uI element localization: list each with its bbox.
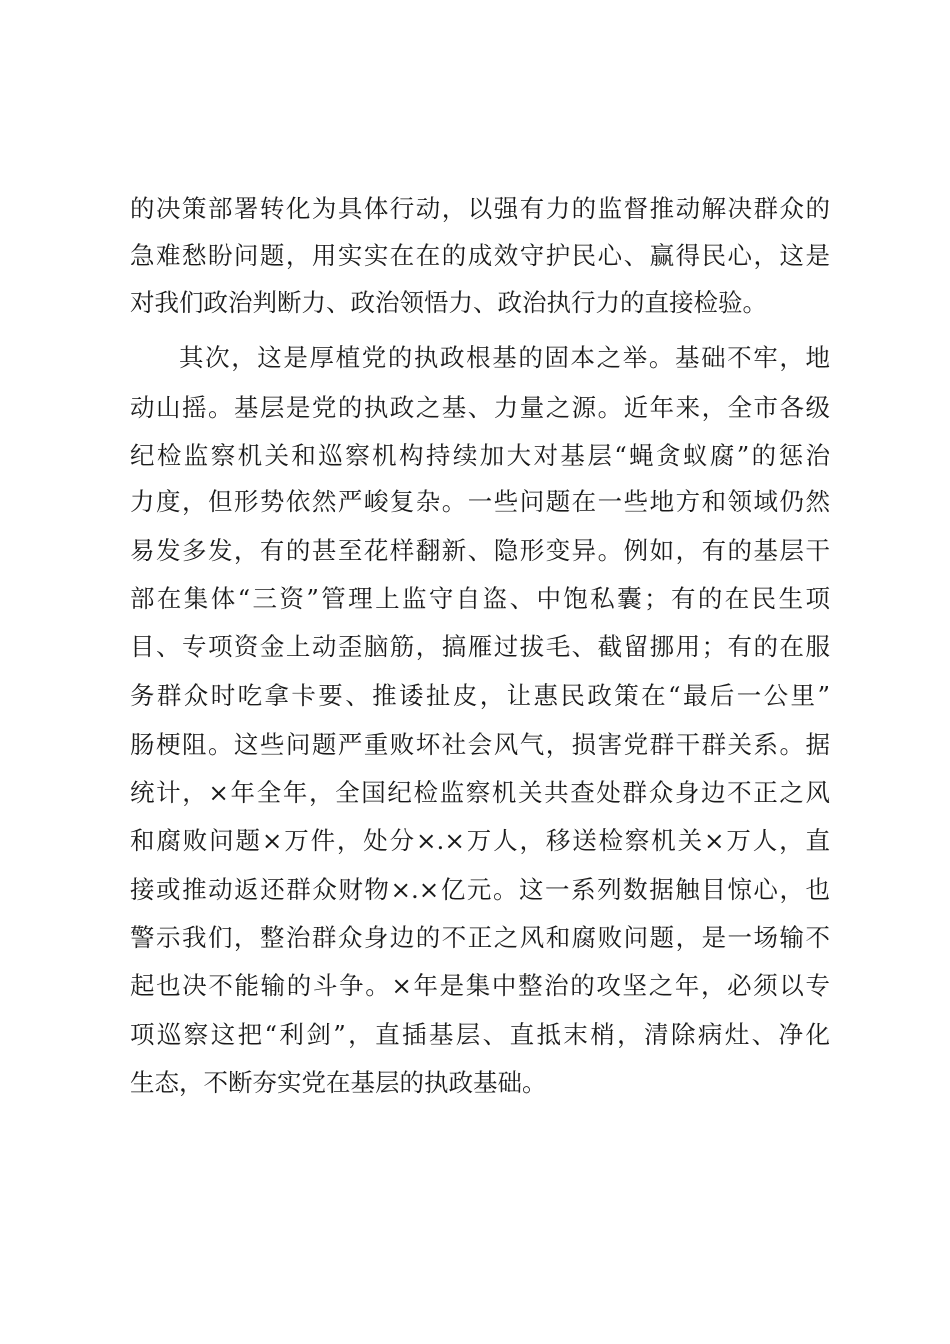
text-line: 和腐败问题×万件，处分×.×万人，移送检察机关×万人，直 bbox=[130, 826, 830, 855]
text-line: 动山摇。基层是党的执政之基、力量之源。近年来，全市各级 bbox=[130, 393, 830, 422]
text-line: 纪检监察机关和巡察机构持续加大对基层“蝇贪蚁腐”的惩治 bbox=[130, 441, 830, 470]
text-line: 对我们政治判断力、政治领悟力、政治执行力的直接检验。 bbox=[130, 288, 767, 317]
text-line: 其次，这是厚植党的执政根基的固本之举。基础不牢，地 bbox=[179, 343, 830, 372]
text-line: 部在集体“三资”管理上监守自盗、中饱私囊；有的在民生项 bbox=[130, 584, 830, 613]
text-line: 肠梗阻。这些问题严重败坏社会风气，损害党群干群关系。据 bbox=[130, 730, 830, 759]
text-line: 的决策部署转化为具体行动，以强有力的监督推动解决群众的 bbox=[130, 194, 830, 223]
text-line: 目、专项资金上动歪脑筋，搞雁过拔毛、截留挪用；有的在服 bbox=[130, 632, 830, 661]
text-line: 急难愁盼问题，用实实在在的成效守护民心、赢得民心，这是 bbox=[130, 241, 830, 270]
text-line: 接或推动返还群众财物×.×亿元。这一系列数据触目惊心，也 bbox=[130, 875, 830, 904]
text-line: 警示我们，整治群众身边的不正之风和腐败问题，是一场输不 bbox=[130, 923, 830, 952]
text-line: 生态，不断夯实党在基层的执政基础。 bbox=[130, 1068, 547, 1097]
text-line: 易发多发，有的甚至花样翻新、隐形变异。例如，有的基层干 bbox=[130, 536, 830, 565]
text-line: 力度，但形势依然严峻复杂。一些问题在一些地方和领域仍然 bbox=[130, 487, 830, 516]
text-line: 起也决不能输的斗争。×年是集中整治的攻坚之年，必须以专 bbox=[130, 971, 830, 1000]
text-line: 项巡察这把“利剑”，直插基层、直抵末梢，清除病灶、净化 bbox=[130, 1020, 830, 1049]
text-line: 务群众时吃拿卡要、推诿扯皮，让惠民政策在“最后一公里” bbox=[130, 681, 830, 710]
text-line: 统计，×年全年，全国纪检监察机关共查处群众身边不正之风 bbox=[130, 778, 830, 807]
